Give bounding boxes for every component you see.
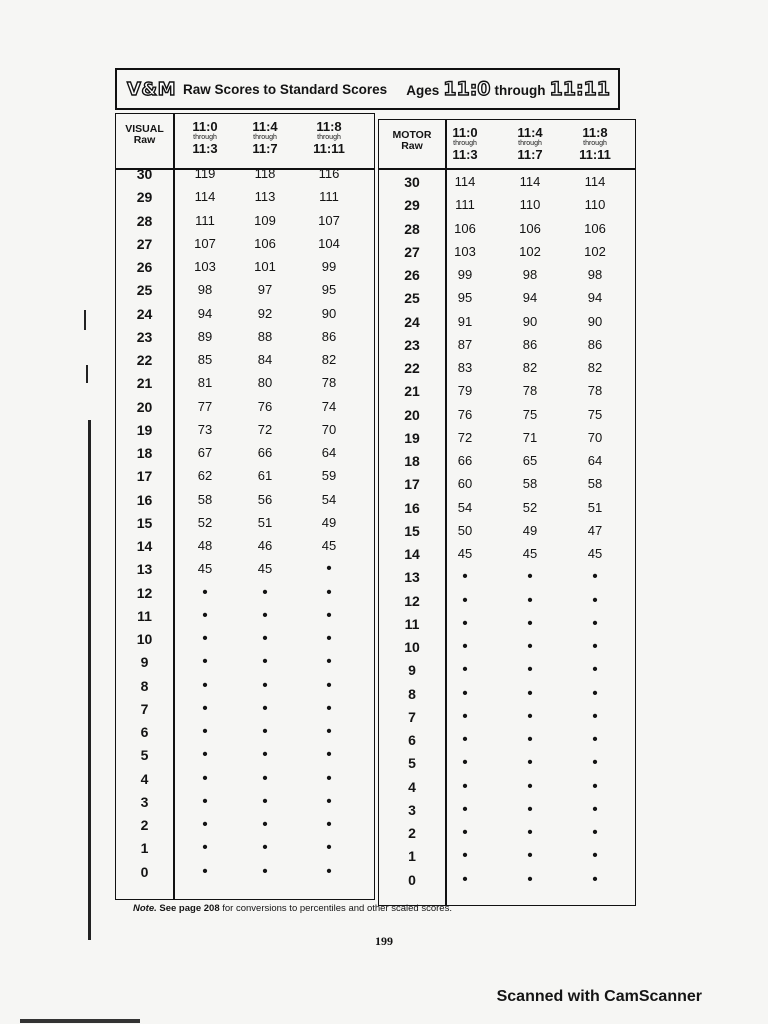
standard-score-cell: • — [527, 870, 533, 888]
standard-score-cell: 106 — [519, 220, 541, 236]
raw-score-cell: 1 — [140, 840, 149, 857]
standard-score-cell: 94 — [522, 290, 538, 306]
standard-score-cell: 45 — [457, 546, 473, 561]
standard-score-cell: • — [527, 777, 533, 795]
standard-score-cell: • — [527, 707, 533, 725]
raw-column-header: VISUAL Raw — [125, 123, 164, 146]
standard-score-cell: 49 — [522, 522, 538, 538]
standard-score-cell: 82 — [522, 360, 538, 375]
standard-score-cell: 110 — [584, 197, 606, 213]
raw-score-cell: 0 — [408, 871, 416, 888]
raw-score-cell: 28 — [404, 220, 420, 237]
standard-score-cell: 62 — [197, 468, 213, 484]
raw-score-cell: 4 — [408, 778, 416, 795]
raw-score-cell: 21 — [404, 383, 420, 400]
standard-score-cell: 103 — [194, 259, 216, 274]
raw-score-cell: 3 — [408, 801, 416, 818]
raw-score-cell: 15 — [136, 514, 153, 531]
standard-score-cell: 114 — [194, 189, 216, 205]
standard-score-cell: • — [326, 583, 332, 601]
standard-score-cell: • — [326, 769, 332, 787]
raw-score-cell: 26 — [136, 259, 153, 275]
raw-score-cell: 24 — [136, 305, 153, 322]
standard-score-cell: • — [262, 816, 268, 833]
raw-score-cell: 7 — [140, 700, 149, 717]
standard-score-cell: 113 — [254, 189, 276, 205]
binding-edge-mark — [86, 365, 88, 383]
standard-score-cell: • — [592, 568, 598, 586]
standard-score-cell: • — [202, 676, 208, 694]
standard-score-cell: • — [202, 792, 208, 810]
raw-score-cell: 3 — [140, 793, 149, 810]
standard-score-cell: 51 — [257, 514, 273, 530]
standard-score-cell: • — [326, 816, 332, 833]
standard-score-cell: 77 — [197, 398, 213, 414]
standard-score-cell: 101 — [254, 259, 276, 274]
standard-score-cell: • — [527, 591, 533, 609]
table-title-bar — [115, 68, 620, 110]
standard-score-cell: 116 — [318, 166, 340, 181]
standard-score-cell: 94 — [197, 305, 213, 321]
standard-score-cell: 70 — [321, 421, 337, 437]
standard-score-cell: 79 — [457, 383, 473, 399]
standard-score-cell: 66 — [257, 445, 273, 460]
raw-score-cell: 22 — [404, 360, 420, 376]
standard-score-cell: 58 — [197, 491, 213, 507]
standard-score-cell: • — [262, 583, 268, 601]
standard-score-cell: 45 — [197, 561, 213, 577]
raw-score-cell: 27 — [404, 243, 420, 260]
standard-score-cell: 72 — [257, 421, 273, 437]
standard-score-cell: 107 — [194, 235, 216, 251]
standard-score-cell: 52 — [197, 514, 213, 530]
standard-score-cell: 65 — [522, 453, 538, 468]
standard-score-cell: 78 — [587, 383, 603, 399]
standard-score-cell: • — [462, 591, 468, 609]
standard-score-cell: • — [326, 560, 332, 578]
standard-score-cell: 75 — [587, 406, 603, 422]
standard-score-cell: 56 — [257, 491, 273, 507]
standard-score-cell: 70 — [587, 429, 603, 445]
standard-score-cell: • — [326, 630, 332, 647]
standard-score-cell: • — [202, 699, 208, 717]
standard-score-cell: 73 — [197, 421, 213, 437]
standard-score-cell: 97 — [257, 282, 273, 298]
standard-score-cell: • — [592, 754, 598, 772]
standard-score-cell: 107 — [318, 212, 340, 228]
standard-score-cell: • — [527, 614, 533, 632]
standard-score-cell: 54 — [457, 499, 473, 515]
raw-score-cell: 30 — [404, 174, 420, 190]
standard-score-cell: 50 — [457, 522, 473, 538]
raw-score-cell: 17 — [136, 468, 153, 485]
standard-score-cell: • — [326, 699, 332, 717]
standard-score-cell: • — [202, 723, 208, 740]
standard-score-cell: 58 — [587, 476, 603, 492]
raw-score-cell: 11 — [404, 615, 420, 632]
standard-score-cell: 114 — [584, 174, 606, 189]
standard-score-cell: • — [262, 630, 268, 647]
raw-score-cell: 22 — [136, 352, 153, 368]
standard-score-cell: 80 — [257, 375, 273, 391]
standard-score-cell: • — [592, 661, 598, 679]
standard-score-cell: 45 — [257, 561, 273, 577]
raw-score-cell: 23 — [136, 328, 153, 345]
standard-score-cell: • — [326, 653, 332, 671]
standard-score-cell: • — [527, 568, 533, 586]
standard-score-cell: 94 — [587, 290, 603, 306]
standard-score-cell: 85 — [197, 352, 213, 367]
standard-score-cell: 103 — [454, 243, 476, 259]
scanner-watermark: Scanned with CamScanner — [496, 988, 702, 1005]
standard-score-cell: 54 — [321, 491, 337, 507]
standard-score-cell: • — [326, 723, 332, 740]
standard-score-cell: 110 — [519, 197, 541, 213]
raw-score-cell: 15 — [404, 522, 420, 539]
raw-score-cell: 19 — [136, 421, 153, 438]
standard-score-cell: • — [592, 731, 598, 748]
standard-score-cell: 60 — [457, 476, 473, 492]
age-column-header: 11:0 through 11:3 — [192, 119, 218, 156]
standard-score-cell: 92 — [257, 305, 273, 321]
standard-score-cell: 45 — [587, 546, 603, 561]
table-note: Note. See page 208 for conversions to percentiles and other scaled scores. — [133, 903, 452, 914]
standard-score-cell: 87 — [457, 336, 473, 352]
age-column-header: 11:4 through 11:7 — [252, 119, 278, 156]
standard-score-cell: • — [592, 591, 598, 609]
standard-score-cell: • — [262, 676, 268, 694]
raw-score-cell: 0 — [140, 863, 149, 880]
standard-score-cell: • — [527, 684, 533, 702]
raw-score-cell: 6 — [140, 724, 149, 740]
standard-score-cell: 83 — [457, 360, 473, 375]
standard-score-cell: 82 — [587, 360, 603, 375]
standard-score-cell: 118 — [254, 166, 276, 181]
raw-score-cell: 19 — [404, 429, 420, 446]
standard-score-cell: • — [462, 870, 468, 888]
visual-score-table — [115, 113, 375, 900]
standard-score-cell: • — [262, 862, 268, 880]
raw-score-cell: 29 — [136, 189, 153, 206]
raw-score-cell: 21 — [136, 375, 153, 392]
standard-score-cell: 47 — [587, 522, 603, 538]
raw-score-cell: 13 — [136, 561, 153, 578]
standard-score-cell: • — [462, 638, 468, 655]
age-column-header: 11:4 through 11:7 — [517, 125, 543, 162]
raw-score-cell: 24 — [404, 313, 420, 330]
raw-score-cell: 9 — [140, 654, 149, 671]
standard-score-cell: 48 — [197, 538, 213, 553]
standard-score-cell: • — [462, 707, 468, 725]
standard-score-cell: • — [592, 684, 598, 702]
standard-score-cell: • — [262, 792, 268, 810]
standard-score-cell: 90 — [321, 305, 337, 321]
raw-score-cell: 10 — [404, 639, 420, 655]
standard-score-cell: 76 — [257, 398, 273, 414]
standard-score-cell: 106 — [584, 220, 606, 236]
standard-score-cell: • — [592, 777, 598, 795]
standard-score-cell: 114 — [519, 174, 541, 189]
raw-score-cell: 12 — [136, 584, 153, 601]
standard-score-cell: 66 — [457, 453, 473, 468]
standard-score-cell: • — [326, 746, 332, 764]
standard-score-cell: • — [527, 638, 533, 655]
standard-score-cell: • — [462, 661, 468, 679]
standard-score-cell: • — [462, 824, 468, 841]
standard-score-cell: • — [202, 839, 208, 857]
standard-score-cell: • — [527, 661, 533, 679]
standard-score-cell: • — [262, 653, 268, 671]
standard-score-cell: 90 — [587, 313, 603, 329]
standard-score-cell: 46 — [257, 538, 273, 553]
standard-score-cell: 90 — [522, 313, 538, 329]
standard-score-cell: • — [462, 800, 468, 818]
raw-score-cell: 8 — [140, 677, 149, 694]
standard-score-cell: • — [592, 638, 598, 655]
standard-score-cell: • — [462, 847, 468, 865]
standard-score-cell: • — [462, 684, 468, 702]
raw-score-cell: 30 — [136, 166, 153, 182]
standard-score-cell: 109 — [254, 212, 276, 228]
scan-bottom-edge — [20, 1019, 140, 1023]
binding-edge-mark — [84, 310, 86, 330]
standard-score-cell: • — [462, 731, 468, 748]
standard-score-cell: • — [592, 800, 598, 818]
age-column-header: 11:8 through 11:11 — [313, 119, 345, 156]
standard-score-cell: 102 — [584, 243, 606, 259]
standard-score-cell: • — [527, 824, 533, 841]
raw-score-cell: 17 — [404, 476, 420, 493]
standard-score-cell: • — [592, 870, 598, 888]
standard-score-cell: • — [527, 800, 533, 818]
standard-score-cell: 88 — [257, 328, 273, 344]
raw-score-cell: 6 — [408, 732, 416, 748]
standard-score-cell: 78 — [321, 375, 337, 391]
standard-score-cell: • — [462, 777, 468, 795]
standard-score-cell: • — [202, 630, 208, 647]
motor-score-table — [378, 119, 636, 906]
raw-score-cell: 28 — [136, 212, 153, 229]
standard-score-cell: • — [202, 606, 208, 624]
standard-score-cell: 61 — [257, 468, 273, 484]
standard-score-cell: 67 — [197, 445, 213, 460]
raw-score-cell: 20 — [136, 398, 153, 415]
raw-column-header: MOTOR Raw — [392, 129, 432, 152]
binding-edge-mark — [88, 420, 91, 940]
standard-score-cell: • — [592, 614, 598, 632]
raw-score-cell: 27 — [136, 235, 153, 252]
standard-score-cell: • — [202, 769, 208, 787]
standard-score-cell: 111 — [195, 212, 215, 228]
standard-score-cell: 49 — [321, 514, 337, 530]
standard-score-cell: 72 — [457, 429, 473, 445]
standard-score-cell: 45 — [522, 546, 538, 561]
raw-score-cell: 14 — [136, 538, 153, 554]
standard-score-cell: • — [202, 653, 208, 671]
standard-score-cell: 74 — [321, 398, 337, 414]
standard-score-cell: 104 — [318, 235, 340, 251]
standard-score-cell: • — [202, 816, 208, 833]
standard-score-cell: • — [262, 723, 268, 740]
standard-score-cell: 99 — [457, 267, 473, 282]
standard-score-cell: 119 — [194, 166, 216, 181]
raw-score-cell: 29 — [404, 197, 420, 214]
raw-score-cell: 13 — [404, 569, 420, 586]
raw-score-cell: 1 — [408, 848, 416, 865]
standard-score-cell: • — [527, 754, 533, 772]
standard-score-cell: 82 — [321, 352, 337, 367]
standard-score-cell: 95 — [457, 290, 473, 306]
raw-score-cell: 4 — [140, 770, 149, 787]
raw-score-cell: 23 — [404, 336, 420, 353]
standard-score-cell: 51 — [587, 499, 603, 515]
standard-score-cell: 59 — [321, 468, 337, 484]
raw-score-cell: 26 — [404, 267, 420, 283]
standard-score-cell: • — [592, 847, 598, 865]
raw-score-cell: 2 — [140, 817, 149, 833]
raw-score-cell: 9 — [408, 662, 416, 679]
standard-score-cell: 99 — [321, 259, 337, 274]
raw-column-divider — [173, 114, 175, 899]
vm-logo: V&M — [127, 78, 177, 100]
standard-score-cell: 75 — [522, 406, 538, 422]
standard-score-cell: • — [462, 614, 468, 632]
standard-score-cell: • — [326, 676, 332, 694]
standard-score-cell: • — [326, 606, 332, 624]
raw-score-cell: 16 — [136, 491, 153, 508]
standard-score-cell: 64 — [321, 445, 337, 460]
age-column-header: 11:0 through 11:3 — [452, 125, 478, 162]
raw-score-cell: 14 — [404, 546, 420, 562]
standard-score-cell: 76 — [457, 406, 473, 422]
standard-score-cell: • — [262, 699, 268, 717]
standard-score-cell: 111 — [319, 189, 339, 205]
standard-score-cell: • — [262, 839, 268, 857]
raw-score-cell: 11 — [137, 607, 152, 624]
standard-score-cell: 98 — [522, 267, 538, 282]
standard-score-cell: • — [462, 568, 468, 586]
standard-score-cell: 71 — [522, 429, 538, 445]
standard-score-cell: 45 — [321, 538, 337, 553]
standard-score-cell: 89 — [197, 328, 213, 344]
standard-score-cell: • — [326, 839, 332, 857]
raw-score-cell: 8 — [408, 685, 416, 702]
standard-score-cell: 52 — [522, 499, 538, 515]
age-range: Ages 11:0 through 11:11 — [406, 78, 610, 100]
raw-score-cell: 25 — [136, 282, 153, 299]
standard-score-cell: 81 — [197, 375, 213, 391]
header-divider — [379, 168, 635, 170]
raw-score-cell: 12 — [404, 592, 420, 609]
standard-score-cell: • — [592, 824, 598, 841]
standard-score-cell: • — [202, 862, 208, 880]
standard-score-cell: 86 — [522, 336, 538, 352]
standard-score-cell: 78 — [522, 383, 538, 399]
page-number: 199 — [375, 934, 393, 948]
raw-score-cell: 18 — [136, 445, 153, 461]
standard-score-cell: • — [262, 769, 268, 787]
raw-score-cell: 20 — [404, 406, 420, 423]
standard-score-cell: 111 — [455, 197, 475, 213]
raw-score-cell: 10 — [136, 631, 153, 647]
age-column-header: 11:8 through 11:11 — [579, 125, 611, 162]
standard-score-cell: • — [527, 847, 533, 865]
raw-score-cell: 16 — [404, 499, 420, 516]
raw-score-cell: 5 — [408, 755, 416, 772]
standard-score-cell: • — [202, 583, 208, 601]
raw-score-cell: 2 — [408, 825, 416, 841]
standard-score-cell: • — [262, 746, 268, 764]
raw-score-cell: 7 — [408, 708, 416, 725]
standard-score-cell: 106 — [454, 220, 476, 236]
standard-score-cell: • — [326, 862, 332, 880]
standard-score-cell: 98 — [197, 282, 213, 298]
standard-score-cell: • — [527, 731, 533, 748]
standard-score-cell: 106 — [254, 235, 276, 251]
standard-score-cell: 114 — [454, 174, 476, 189]
standard-score-cell: • — [202, 746, 208, 764]
standard-score-cell: 86 — [321, 328, 337, 344]
standard-score-cell: • — [592, 707, 598, 725]
raw-score-cell: 18 — [404, 453, 420, 469]
standard-score-cell: • — [326, 792, 332, 810]
standard-score-cell: 84 — [257, 352, 273, 367]
standard-score-cell: • — [462, 754, 468, 772]
standard-score-cell: 95 — [321, 282, 337, 298]
title-text: Raw Scores to Standard Scores — [183, 81, 388, 97]
standard-score-cell: 58 — [522, 476, 538, 492]
standard-score-cell: • — [262, 606, 268, 624]
standard-score-cell: 102 — [519, 243, 541, 259]
raw-score-cell: 5 — [140, 747, 149, 764]
standard-score-cell: 86 — [587, 336, 603, 352]
standard-score-cell: 98 — [587, 267, 603, 282]
raw-score-cell: 25 — [404, 290, 420, 307]
standard-score-cell: 91 — [457, 313, 473, 329]
standard-score-cell: 64 — [587, 453, 603, 468]
